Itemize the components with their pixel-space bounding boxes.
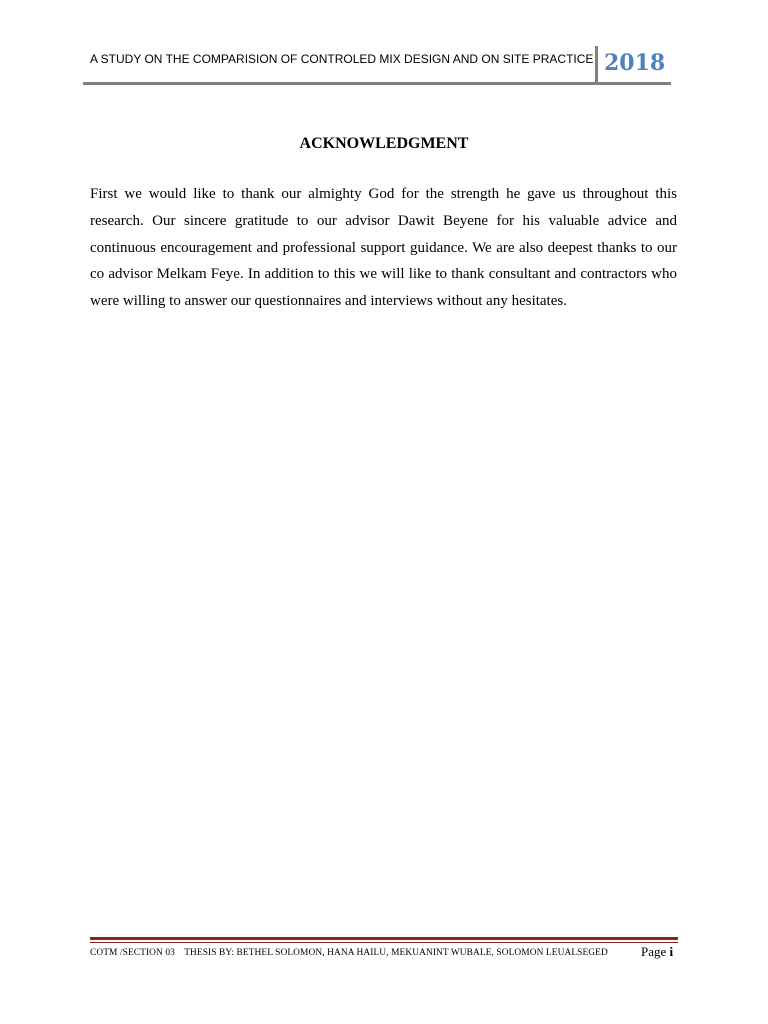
page-number (641, 944, 673, 960)
footer-info (90, 948, 608, 958)
header-rule (83, 82, 671, 85)
header-title: A STUDY ON THE COMPARISION OF CONTROLED MIX DESIGN AND ON SITE PRACTICE (90, 52, 594, 66)
footer-section: COTM /SECTION 03 (90, 948, 175, 958)
footer-authors: THESIS BY: BETHEL SOLOMON, HANA HAILU, MEKUANINT WUBALE, SOLOMON LEUALSEGED (184, 948, 608, 958)
section-heading: ACKNOWLEDGMENT (299, 135, 469, 152)
footer-rule-thin (90, 942, 678, 943)
header-year: 2018 (604, 50, 666, 76)
page-number-value: i (669, 944, 674, 959)
header-divider (595, 46, 598, 84)
footer-rule-thick (90, 937, 678, 940)
acknowledgment-paragraph: First we would like to thank our almighty God for the strength he gave us throughout this research. Our sincere gratitude to our advisor Dawit Beyene for his valuable advice and continuous encouragement and professional support guidance. We are also deepest thanks to our co advisor Melkam Feye. In addition to this we will like to thank consultant and contractors who were willing to answer our questionnaires and interviews without any hesitates. (90, 186, 677, 310)
page-label: Page (641, 944, 667, 959)
